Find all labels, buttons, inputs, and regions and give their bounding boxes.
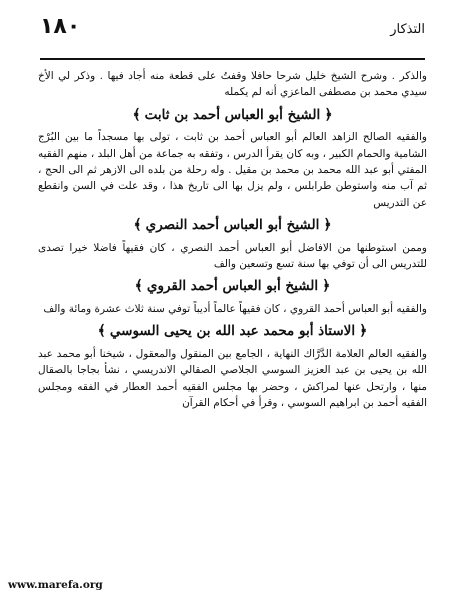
- running-title: التذكار: [390, 22, 425, 37]
- paragraph: وممن استوطنها من الافاضل أبو العباس أحمد النصري ، كان فقيهاً فاضلا خيرا تصدى للتدريس الى أن توفي بها سنة تسع وتسعين والف: [38, 241, 427, 271]
- paragraph: والفقيه الصالح الزاهد العالم أبو العباس أحمد بن ثابت ، تولى بها مسجداً ما بين البُرْج الشامية والحمام الكبير ، وبه كان يقرأ الدرس ، وتفقه به جماعة من أهل البلد ، منهم الفقيه المفتي أبو عبد الله محمد بن محمد بن مقيل . وله رحلة من بلده الى الازهر ثم الى الحج ، ثم آب منه واستوطن طرابلس ، ولم يزل بها الى تاريخ هذا ، وقد علت في السن وانقطع عن التدريس: [38, 131, 427, 209]
- ornament-open: ﴿: [324, 106, 333, 123]
- ornament-open: ﴿: [359, 323, 368, 340]
- heading-text: الشيخ أبو العباس أحمد النصري: [145, 217, 320, 234]
- paragraph: والفقيه العالم العلامة الدَّرَّاك النهاية ، الجامع بين المنقول والمعقول ، شيخنا أبو محمد عبد الله بن يحيى بن عبد العزيز السوسي الجلاصي الصقالي الاندريسي ، نشأ بجاجا بالصقال منها ، وارتحل عنها لمراكش ، وحضر بها مجلس الفقيه أحمد العطار في الفقه ومجلس الفقيه أحمد بن ابراهيم السوسي ، وقرأ في أحكام القرآن: [38, 347, 427, 409]
- ornament-close: ﴾: [97, 323, 106, 340]
- header-rule: [40, 58, 425, 60]
- section-heading: [38, 217, 427, 233]
- paragraph: والفقيه أبو العباس أحمد القروي ، كان فقيهاً عالماً أديباً توفي سنة ثلاث عشرة ومائة والف: [43, 302, 427, 315]
- section-heading: [38, 323, 427, 339]
- ornament-open: ﴿: [322, 278, 331, 295]
- heading-text: الشيخ أبو العباس أحمد القروي: [146, 278, 319, 295]
- section-heading: [38, 107, 427, 123]
- footer-url: www.marefa.org: [8, 579, 103, 591]
- heading-text: الشيخ أبو العباس أحمد بن ثابت: [144, 106, 321, 123]
- paragraph: والذكر . وشرح الشيخ خليل شرحا حافلا وقفتُ على قطعة منه أجاد فيها . وذكر لي الأخ سيدي محمد بن مصطفى الماعزي أنه لم يكمله: [38, 70, 427, 99]
- page-header: [40, 14, 425, 54]
- ornament-close: ﴾: [132, 106, 141, 123]
- heading-text: الاستاذ أبو محمد عبد الله بن يحيى السوسي: [109, 323, 356, 340]
- page-body: [38, 68, 427, 411]
- ornament-close: ﴾: [133, 217, 142, 234]
- page-number: ١٨٠: [40, 14, 81, 39]
- ornament-close: ﴾: [134, 278, 143, 295]
- ornament-open: ﴿: [323, 217, 332, 234]
- section-heading: [38, 278, 427, 294]
